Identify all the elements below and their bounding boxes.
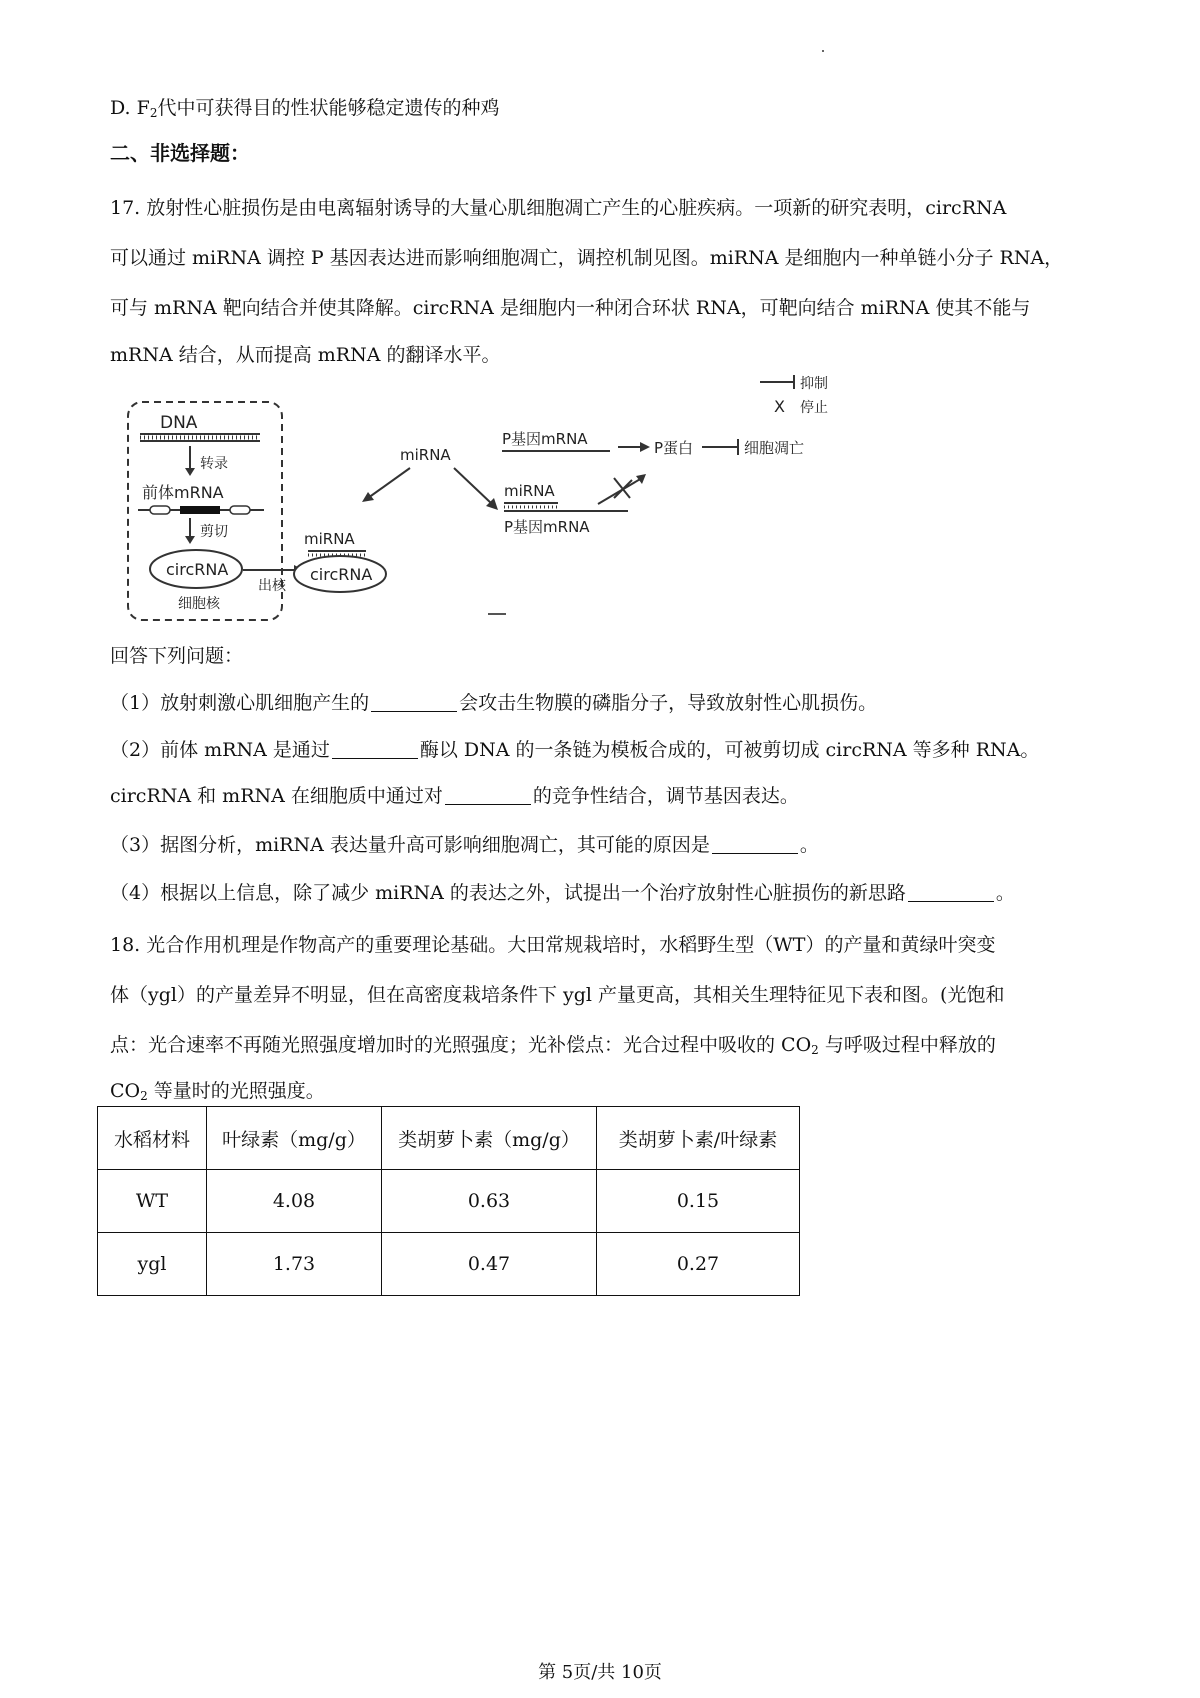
table-header-cell: 水稻材料 bbox=[98, 1107, 207, 1170]
answer-blank-3[interactable] bbox=[445, 784, 531, 805]
q18-line-1: 18. 光合作用机理是作物高产的重要理论基础。大田常规栽培时，水稻野生型（WT）的产量和黄绿叶突变 bbox=[110, 934, 996, 956]
table-header-cell: 类胡萝卜素/叶绿素 bbox=[597, 1107, 800, 1170]
part-4 bbox=[110, 878, 1015, 908]
table-header-cell: 叶绿素（mg/g） bbox=[207, 1107, 382, 1170]
option-d-prefix: D. F bbox=[110, 97, 150, 119]
answer-blank-1[interactable] bbox=[371, 691, 457, 712]
part-3-text-a: （3）据图分析，miRNA 表达量升高可影响细胞凋亡，其可能的原因是 bbox=[110, 834, 710, 856]
circrna-cytoplasm-label: circRNA bbox=[310, 565, 373, 584]
table-cell: ygl bbox=[98, 1233, 207, 1296]
mirna-to-circrna-arrowhead bbox=[362, 492, 374, 502]
q17-line-3: 可与 mRNA 靶向结合并使其降解。circRNA 是细胞内一种闭合环状 RNA，可靶向结合 miRNA 使其不能与 bbox=[110, 297, 1031, 319]
table-cell: 1.73 bbox=[207, 1233, 382, 1296]
part-1-text-b: 会攻击生物膜的磷脂分子，导致放射性心肌损伤。 bbox=[459, 692, 878, 714]
splice-label: 剪切 bbox=[200, 524, 228, 540]
subscript: 2 bbox=[149, 106, 158, 120]
q18-line-4 bbox=[110, 1076, 325, 1106]
apoptosis-label: 细胞凋亡 bbox=[744, 439, 805, 457]
part-1-text-a: （1）放射刺激心肌细胞产生的 bbox=[110, 692, 370, 714]
section-heading: 二、非选择题： bbox=[110, 141, 250, 165]
q17-line-2: 可以通过 miRNA 调控 P 基因表达进而影响细胞凋亡，调控机制见图。miRNA 是细胞内一种单链小分子 RNA， bbox=[110, 247, 1064, 269]
q18-line-4-text-b: 等量时的光照强度。 bbox=[147, 1080, 325, 1102]
answer-blank-2[interactable] bbox=[332, 738, 418, 759]
free-mirna-label: miRNA bbox=[400, 446, 451, 464]
page-footer: 第 5页/共 10页 bbox=[538, 1662, 662, 1683]
mirna-mrna-duplex bbox=[504, 503, 628, 511]
part-2-text-d: 的竞争性结合，调节基因表达。 bbox=[532, 785, 799, 807]
nucleus-label: 细胞核 bbox=[178, 596, 220, 612]
legend-stop-symbol: X bbox=[774, 397, 785, 416]
part-3 bbox=[110, 830, 819, 860]
transcription-label: 转录 bbox=[200, 456, 228, 472]
part-1 bbox=[110, 688, 877, 718]
part-2-continued bbox=[110, 781, 799, 811]
q18-line-3 bbox=[110, 1030, 996, 1060]
pre-mrna-label: 前体mRNA bbox=[142, 483, 224, 502]
q18-line-2: 体（ygl）的产量差异不明显，但在高密度栽培条件下 ygl 产量更高，其相关生理特征见下表和图。(光饱和 bbox=[110, 984, 1005, 1006]
table-cell: 0.63 bbox=[382, 1170, 597, 1233]
q18-line-3-text-b: 与呼吸过程中释放的 bbox=[818, 1034, 996, 1056]
bound-mirna-strand bbox=[308, 551, 366, 555]
circrna-nucleus-label: circRNA bbox=[166, 560, 229, 579]
option-d bbox=[110, 93, 499, 123]
subscript: 2 bbox=[140, 1089, 148, 1103]
splice-arrowhead bbox=[185, 536, 195, 544]
part-3-text-b: 。 bbox=[799, 834, 819, 856]
bound-mirna-label: miRNA bbox=[304, 530, 355, 548]
blocked-arrowhead bbox=[636, 474, 646, 484]
regulation-diagram bbox=[118, 376, 918, 626]
mirna-to-mrna-arrow bbox=[454, 468, 492, 504]
q18-line-4-text-a: CO bbox=[110, 1080, 141, 1102]
speck bbox=[822, 50, 824, 52]
table-header-cell: 类胡萝卜素（mg/g） bbox=[382, 1107, 597, 1170]
answer-blank-5[interactable] bbox=[908, 881, 994, 902]
table-cell: 0.47 bbox=[382, 1233, 597, 1296]
q17-line-1: 17. 放射性心脏损伤是由电离辐射诱导的大量心肌细胞凋亡产生的心脏疾病。一项新的研究表明，circRNA bbox=[110, 197, 1007, 219]
legend-inhibit-label: 抑制 bbox=[800, 376, 828, 392]
translation-arrowhead bbox=[640, 442, 650, 452]
export-label: 出核 bbox=[258, 578, 286, 594]
transcribe-arrowhead bbox=[185, 468, 195, 476]
pigment-table bbox=[97, 1106, 800, 1296]
table-cell: 0.27 bbox=[597, 1233, 800, 1296]
q18-line-3-text-a: 点：光合速率不再随光照强度增加时的光照强度；光补偿点：光合过程中吸收的 CO bbox=[110, 1034, 812, 1056]
p-mrna-label: P基因mRNA bbox=[502, 430, 588, 448]
part-2 bbox=[110, 735, 1039, 765]
option-d-text: 代中可获得目的性状能够稳定遗传的种鸡 bbox=[157, 97, 500, 119]
table-cell: 4.08 bbox=[207, 1170, 382, 1233]
part-4-text-a: （4）根据以上信息，除了减少 miRNA 的表达之外，试提出一个治疗放射性心脏损伤的新思路 bbox=[110, 882, 906, 904]
p-protein-label: P蛋白 bbox=[654, 439, 694, 457]
part-2-text-c: circRNA 和 mRNA 在细胞质中通过对 bbox=[110, 785, 443, 807]
dna-strand bbox=[140, 434, 260, 441]
part-4-text-b: 。 bbox=[995, 882, 1015, 904]
pre-mrna-strand bbox=[138, 506, 264, 514]
answer-prompt: 回答下列问题： bbox=[110, 645, 244, 667]
table-row bbox=[98, 1233, 800, 1296]
part-2-text-b: 酶以 DNA 的一条链为模板合成的，可被剪切成 circRNA 等多种 RNA。 bbox=[419, 739, 1040, 761]
part-2-text-a: （2）前体 mRNA 是通过 bbox=[110, 739, 330, 761]
q17-line-4: mRNA 结合，从而提高 mRNA 的翻译水平。 bbox=[110, 344, 501, 366]
mirna-to-circrna-arrow bbox=[368, 468, 410, 498]
table-row bbox=[98, 1170, 800, 1233]
subscript: 2 bbox=[811, 1043, 819, 1057]
answer-blank-4[interactable] bbox=[712, 833, 798, 854]
table-cell: WT bbox=[98, 1170, 207, 1233]
table-header-row bbox=[98, 1107, 800, 1170]
mrna-bound-mirna-label: miRNA bbox=[504, 482, 555, 500]
table-cell: 0.15 bbox=[597, 1170, 800, 1233]
dna-label: DNA bbox=[160, 413, 198, 433]
legend-stop-label: 停止 bbox=[800, 400, 828, 416]
bound-p-mrna-label: P基因mRNA bbox=[504, 518, 590, 536]
